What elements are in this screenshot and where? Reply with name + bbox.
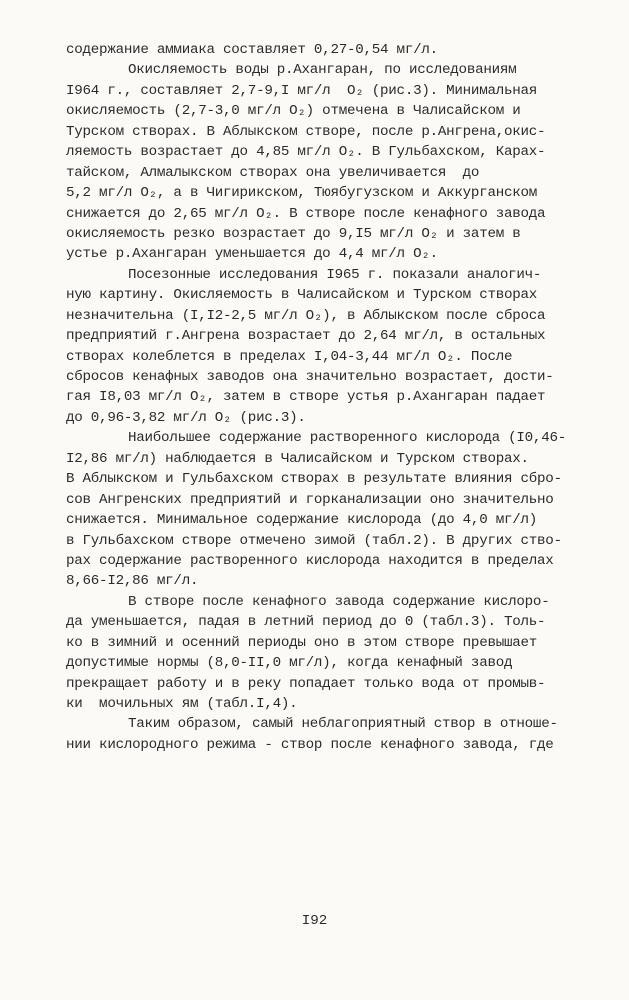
- text-line: Посезонные исследования I965 г. показали аналогич-: [128, 266, 542, 283]
- text-line: I964 г., составляет 2,7-9,I мг/л O₂ (рис.3). Минимальная: [66, 82, 538, 99]
- text-line: 5,2 мг/л O₂, а в Чигирикском, Тюябугузском и Аккурганском: [66, 185, 538, 202]
- text-line: Турском створах. В Аблыкском створе, после р.Ангрена,окис-: [66, 123, 546, 140]
- text-line: Окисляемость воды р.Ахангаран, по исследованиям: [128, 62, 517, 79]
- page-number: I92: [301, 913, 328, 929]
- text-line: 8,66-I2,86 мг/л.: [66, 573, 199, 590]
- text-line: рах содержание растворенного кислорода находится в пределах: [66, 552, 554, 569]
- text-line: сов Ангренских предприятий и горканализации оно значительно: [66, 491, 554, 508]
- text-line: сбросов кенафных заводов она значительно возрастает, дости-: [66, 369, 554, 385]
- text-line: I2,86 мг/л) наблюдается в Чалисайском и Турском створах.: [66, 450, 529, 467]
- text-line: В Аблыкском и Гульбахском створах в результате влияния сбро-: [66, 471, 562, 488]
- text-line: нии кислородного режима - створ после кенафного завода, где: [66, 736, 554, 753]
- text-line: в Гульбахском створе отмечено зимой (табл.2). В других ство-: [66, 532, 562, 549]
- text-line: ляемость возрастает до 4,85 мг/л O₂. В Гульбахском, Карах-: [66, 144, 546, 161]
- paragraph-5: [66, 592, 596, 715]
- text-line: Таким образом, самый неблагоприятный створ в отноше-: [128, 716, 558, 733]
- paragraph-2: [66, 60, 596, 264]
- paragraph-6: [66, 714, 596, 755]
- text-line: до 0,96-3,82 мг/л O₂ (рис.3).: [66, 409, 306, 426]
- text-line: Наибольшее содержание растворенного кислорода (I0,46-: [128, 430, 566, 447]
- text-line: ную картину. Окисляемость в Чалисайском и Турском створах: [66, 287, 538, 304]
- text-line: створах колеблется в пределах I,04-3,44 мг/л O₂. После: [66, 348, 513, 365]
- text-line: предприятий г.Ангрена возрастает до 2,64 мг/л, в остальных: [66, 328, 546, 345]
- text-line: окисляемость (2,7-3,0 мг/л O₂) отмечена в Чалисайском и: [66, 103, 521, 120]
- text-line: окисляемость резко возрастает до 9,I5 мг/л O₂ и затем в: [66, 225, 521, 242]
- text-line: допустимые нормы (8,0-II,0 мг/л), когда кенафный завод: [66, 655, 513, 672]
- text-line: снижается до 2,65 мг/л O₂. В створе после кенафного завода: [66, 205, 546, 222]
- paragraph-3: [66, 265, 596, 429]
- text-line: ко в зимний и осенний периоды оно в этом створе превышает: [66, 634, 538, 651]
- paragraph-4: [66, 428, 596, 592]
- text-line: гая I8,03 мг/л O₂, затем в створе устья р.Ахангаран падает: [66, 389, 546, 406]
- body-text: [66, 40, 596, 755]
- text-line: да уменьшается, падая в летний период до 0 (табл.3). Толь-: [66, 614, 546, 631]
- text-line: незначительна (I,I2-2,5 мг/л O₂), в Аблыкском после сброса: [66, 307, 546, 324]
- text-line: тайском, Алмалыкском створах она увеличивается до: [66, 164, 480, 181]
- text-line: прекращает работу и в реку попадает только вода от промыв-: [66, 675, 546, 692]
- text-line: В створе после кенафного завода содержание кислоро-: [128, 593, 550, 610]
- text-line: содержание аммиака составляет 0,27-0,54 мг/л.: [66, 42, 438, 58]
- text-line: ки мочильных ям (табл.I,4).: [66, 696, 298, 712]
- text-line: устье р.Ахангаран уменьшается до 4,4 мг/л O₂.: [66, 246, 438, 263]
- text-line: снижается. Минимальное содержание кислорода (до 4,0 мг/л): [66, 512, 538, 529]
- paragraph-1: [66, 40, 596, 60]
